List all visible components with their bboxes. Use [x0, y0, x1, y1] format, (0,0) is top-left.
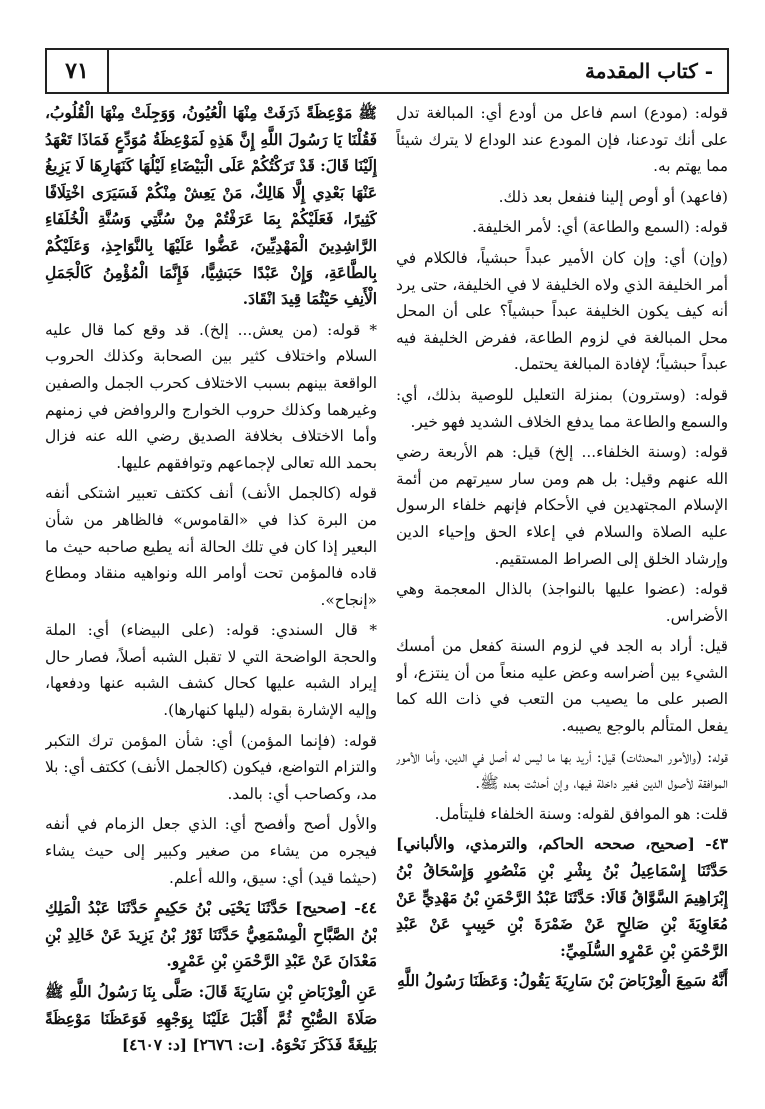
paragraph: قلت: هو الموافق لقوله: وسنة الخلفاء فليتأمل. [434, 804, 728, 823]
paragraph: قوله: (عضوا عليها بالنواجذ) بالذال المعجمة وهي الأضراس. [396, 580, 728, 625]
paragraph: قيل: أراد به الجد في لزوم السنة كفعل من أمسك الشيء بين أضراسه وعض عليه منعاً من أن ينتزع، أو الصبر على ما يصيب من التعب في ذات الله كما يفعل المتألم بالوجع يصيبه. [396, 637, 728, 736]
paragraph: (وإن) أي: وإن كان الأمير عبداً حبشياً، فالكلام في أمر الخليفة الذي ولاه الخليفة لا في الخليفة، حتى يرد أنه كيف يكون الخليفة عبداً حبشياً؟ على أن المحل محل المبالغة في لزوم الطاعة، ففرض الخليفة فيه عبداً حبشياً؛ لإفادة المبالغة يحتمل. [396, 248, 728, 374]
paragraph: قوله: (وسنة الخلفاء... إلخ) قيل: هم الأربعة رضي الله عنهم وقيل: بل هم ومن سار سيرتهم من أئمة الإسلام المجتهدين في الأحكام فإنهم خلفاء الرسول عليه الصلاة والسلام في إعلاء الحق وإحياء الدين وإرشاد الخلق إلى الصراط المستقيم. [396, 443, 728, 568]
paragraph: والأول أصح وأفصح أي: الذي جعل الزمام في أنفه فيجره من يشاء من صغير وكبير إلى حيث يشاء (حيثما قيد) أي: سيق، والله أعلم. [45, 815, 377, 887]
hadith-paragraph: عَنِ الْعِرْبَاضِ بْنِ سَارِيَةَ قَالَ: صَلَّى بِنَا رَسُولُ اللَّهِ ﷺ صَلَاةَ الصُّبْحِ ثُمَّ أَقْبَلَ عَلَيْنَا بِوَجْهِهِ فَوَعَظَنَا مَوْعِظَةً بَلِيغَةً فَذَكَرَ نَحْوَهُ. [ت: ٢٦٧٦] [د: ٤٦٠٧] [45, 983, 377, 1055]
paragraph: قوله: (السمع والطاعة) أي: لأمر الخليفة. [472, 218, 728, 237]
paragraph: قوله: (والأمور المحدثات) قيل: أريد بها ما ليس له أصل في الدين، وأما الأمور الموافقة لأصول الدين فغير داخلة فيها، وإن أحدثت بعده ﷺ. [396, 747, 728, 793]
hadith-paragraph: ﷺ مَوْعِظَةً ذَرَفَتْ مِنْهَا الْعُيُونُ، وَوَجِلَتْ مِنْهَا الْقُلُوبُ، فَقُلْنَا يَا رَسُولَ اللَّهِ إِنَّ هَذِهِ لَمَوْعِظَةُ مُوَدِّعٍ فَمَاذَا تَعْهَدُ إِلَيْنَا قَالَ: قَدْ تَرَكْتُكُمْ عَلَى الْبَيْضَاءِ لَيْلُهَا كَنَهَارِهَا لَا يَزِيغُ عَنْهَا بَعْدِي إِلَّا هَالِكٌ، مَنْ يَعِشْ مِنْكُمْ فَسَيَرَى اخْتِلَافًا كَثِيرًا، فَعَلَيْكُمْ بِمَا عَرَفْتُمْ مِنْ سُنَّتِي وَسُنَّةِ الْخُلَفَاءِ الرَّاشِدِينَ الْمَهْدِيِّينَ، عَضُّوا عَلَيْهَا بِالنَّوَاجِذِ، وَعَلَيْكُمْ بِالطَّاعَةِ، وَإِنْ عَبْدًا حَبَشِيًّا، فَإِنَّمَا الْمُؤْمِنُ كَالْجَمَلِ الْأَنِفِ حَيْثُمَا قِيدَ انْقَادَ. [45, 104, 377, 309]
paragraph: * قوله: (من يعش... إلخ). قد وقع كما قال عليه السلام واختلاف كثير بين الصحابة وكذلك الحروب الواقعة بينهم بسبب الاختلاف كحرب الجمل والصفين وغيرهما وكذلك حروب الخوارج والروافض في زمنهم وأما الاختلاف بخلافة الصديق رضي الله عنه فزال بحمد الله تعالى لإجماعهم وتوافقهم عليها. [45, 320, 377, 472]
paragraph: قوله (كالجمل الأنف) أنف ككتف تعبير اشتكى أنفه من البرة كذا في «القاموس» فالظاهر من شأن البعير إذا كان في تلك الحالة أنه يطيع صاحبه حيث ما قاده فالمؤمن تحت أوامر الله ونواهيه منقاد ومطاع «إنجاح». [45, 484, 377, 609]
hadith-paragraph: أَنَّهُ سَمِعَ الْعِرْبَاضَ بْنَ سَارِيَةَ يَقُولُ: وَعَظَنَا رَسُولُ اللَّهِ [397, 972, 728, 991]
paragraph: قوله: (وسترون) بمنزلة التعليل للوصية بذلك، أي: والسمع والطاعة مما يدفع الخلاف الشديد فهو خير. [396, 385, 728, 431]
hadith-paragraph: ٤٤- [صحيح] حَدَّثَنَا يَحْيَى بْنُ حَكِيمٍ حَدَّثَنَا عَبْدُ الْمَلِكِ بْنُ الصَّبَّاحِ الْمِسْمَعِيُّ حَدَّثَنَا ثَوْرُ بْنُ يَزِيدَ عَنْ خَالِدِ بْنِ مَعْدَانَ عَنْ عَبْدِ الرَّحْمَنِ بْنِ عَمْرٍو. [45, 899, 377, 971]
page-header [45, 48, 729, 94]
left-column [45, 100, 377, 1080]
right-column [396, 100, 728, 1080]
hadith-paragraph: ٤٣- [صحيح، صححه الحاكم، والترمذي، والألباني] حَدَّثَنَا إِسْمَاعِيلُ بْنُ بِشْرِ بْنِ مَنْصُورٍ وَإِسْحَاقُ بْنُ إِبْرَاهِيمَ السَّوَّاقُ قَالَا: حَدَّثَنَا عَبْدُ الرَّحْمَنِ بْنُ مَهْدِيٍّ عَنْ مُعَاوِيَةَ بْنِ صَالِحٍ عَنْ ضَمْرَةَ بْنِ حَبِيبٍ عَنْ عَبْدِ الرَّحْمَنِ بْنِ عَمْرٍو السُّلَمِيِّ: [396, 835, 728, 960]
paragraph: قوله: (مودع) اسم فاعل من أودع أي: المبالغة تدل على أنك تودعنا، فإن المودع عند الوداع لا يترك شيئاً مما يهتم به. [396, 104, 728, 176]
paragraph: * قال السندي: قوله: (على البيضاء) أي: الملة والحجة الواضحة التي لا تقبل الشبه أصلاً، فصار حال إيراد الشبه عليها كحال كشف الشبه عنها ودفعها، وإليه الإشارة بقوله (ليلها كنهارها). [45, 621, 377, 720]
page-number: ٧١ [47, 50, 109, 92]
paragraph: قوله: (فإنما المؤمن) أي: شأن المؤمن ترك التكبر والتزام التواضع، فيكون (كالجمل الأنف) ككتف أي: بلا مد، وكصاحب أي: بالمد. [45, 731, 377, 803]
paragraph: (فاعهد) أو أوص إلينا فنفعل بعد ذلك. [498, 187, 728, 206]
running-title: - كتاب المقدمة [585, 59, 713, 83]
